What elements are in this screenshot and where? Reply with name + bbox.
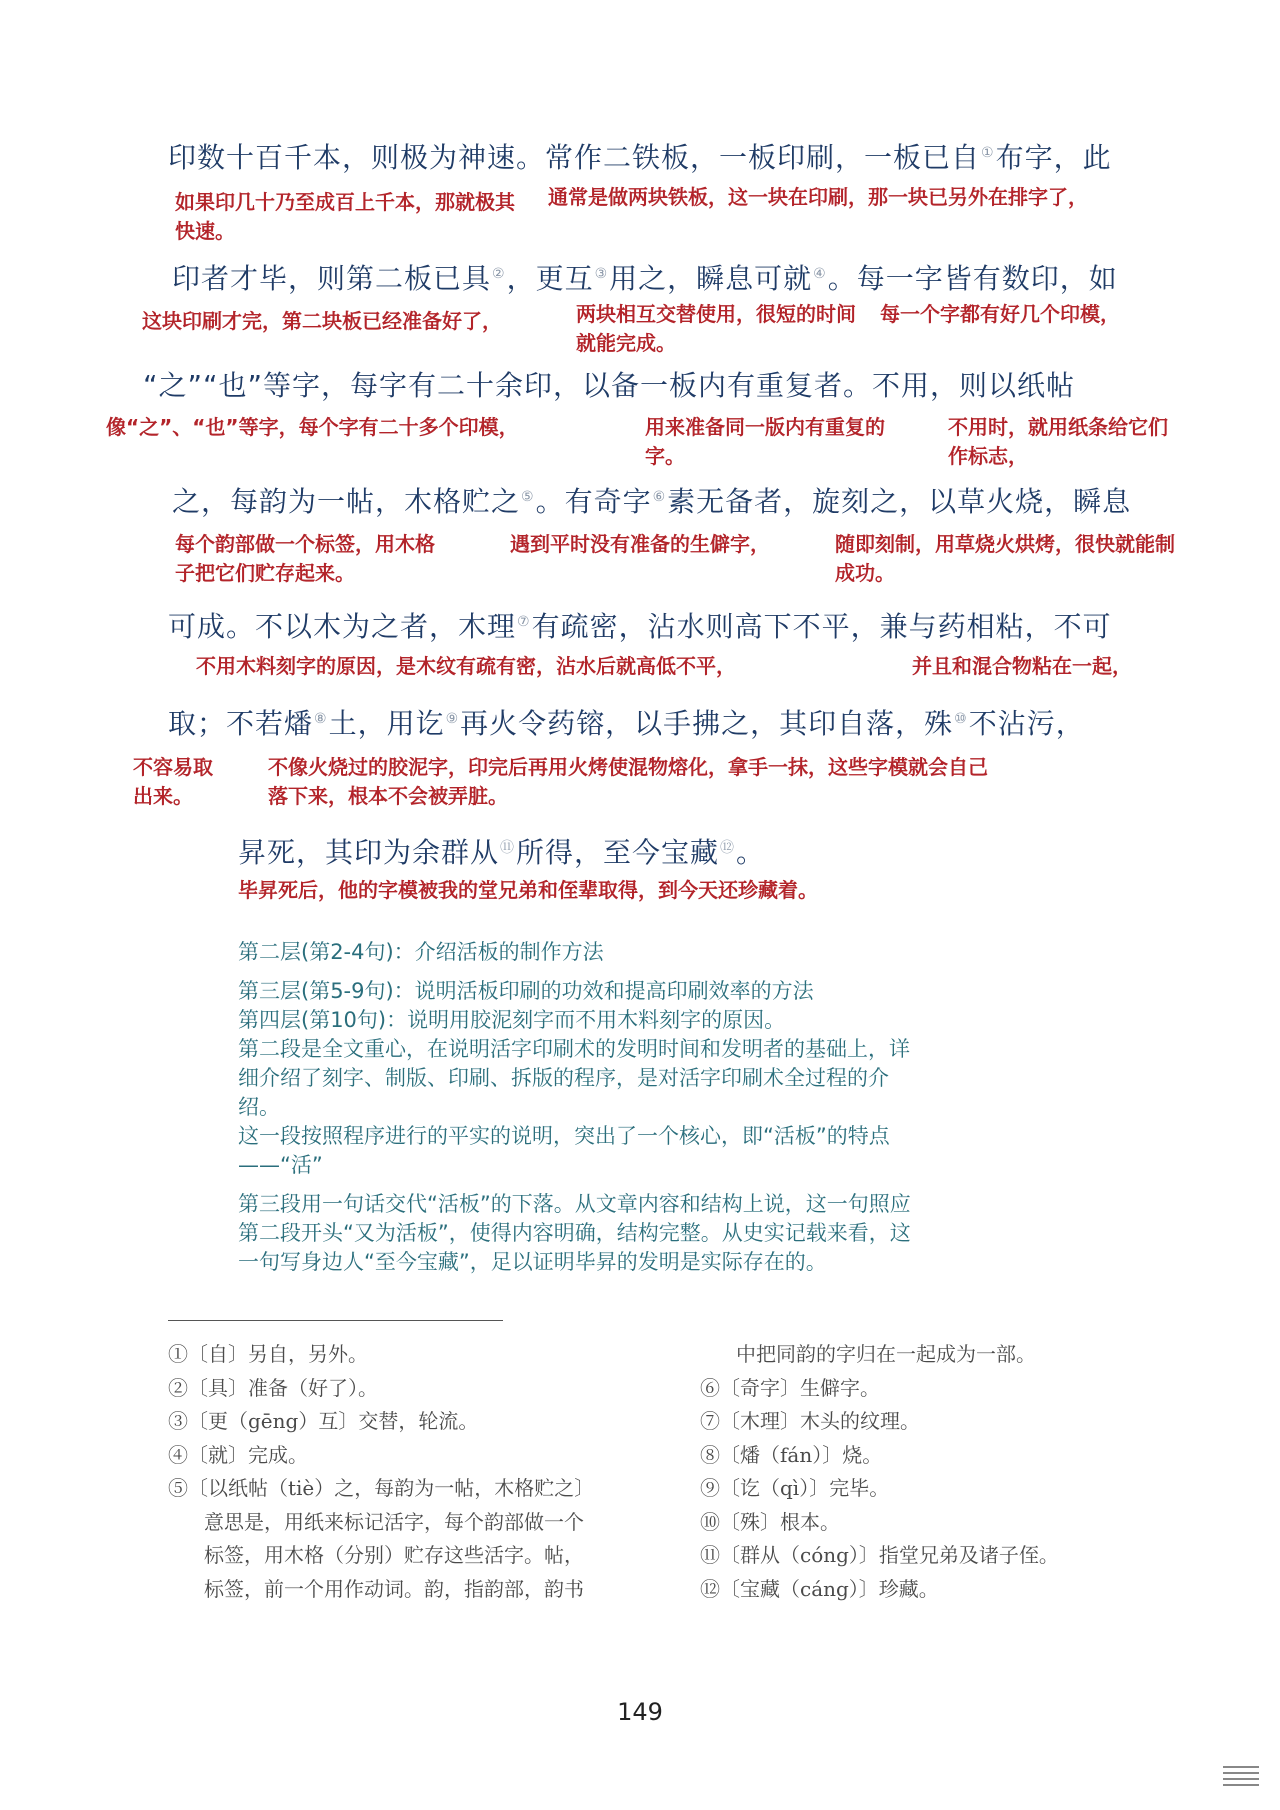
footnote-5-cont: 标签，用木格（分别）贮存这些活字。帖，	[204, 1543, 584, 1567]
translation-5a: 不用木料刻字的原因，是木纹有疏有密，沾水后就高低不平，	[196, 654, 736, 678]
footnote-10: ⑩〔殊〕根本。	[700, 1509, 840, 1534]
footnote-marker[interactable]: ⑧	[314, 710, 328, 727]
analysis-block	[238, 938, 918, 1277]
original-text: 常作二铁板，一板印刷，一板已自	[545, 141, 981, 174]
translation-2a: 这块印刷才完，第二块板已经准备好了，	[142, 309, 502, 333]
menu-icon[interactable]	[1215, 1766, 1259, 1796]
translation-2b: 两块相互交替使用，很短的时间就能完成。	[576, 302, 856, 355]
original-text: 用之，瞬息可就	[609, 262, 813, 295]
footnote-11: ⑪〔群从（cóng）〕指堂兄弟及诸子侄。	[700, 1543, 1059, 1567]
analysis-layer-4: 第四层(第10句)：说明用胶泥刻字而不用木料刻字的原因。	[238, 1008, 786, 1032]
footnote-marker[interactable]: ⑪	[500, 839, 516, 856]
analysis-paragraph-3: 第三段用一句话交代“活板”的下落。从文章内容和结构上说，这一句照应第二段开头“又为活板”，使得内容明确，结构完整。从史实记载来看，这一句写身边人“至今宝藏”，足以证明毕昇的发明是实际存在的。	[238, 1192, 911, 1274]
translation-4c: 随即刻制，用草烧火烘烤，很快就能制成功。	[835, 532, 1175, 585]
translation-3a: 像“之”、“也”等字，每个字有二十多个印模，	[106, 415, 519, 439]
footnote-marker[interactable]: ⑤	[521, 488, 535, 505]
translation-6a: 不容易取出来。	[133, 755, 213, 808]
footnote-marker[interactable]: ⑩	[954, 710, 968, 727]
analysis-core: 这一段按照程序进行的平实的说明，突出了一个核心，即“活板”的特点——“活”	[238, 1124, 890, 1177]
footnote-5-cont: 标签，前一个用作动词。韵，指韵部，韵书	[204, 1576, 584, 1601]
footnote-2: ②〔具〕准备（好了）。	[168, 1375, 378, 1400]
original-line-1	[168, 136, 1112, 176]
original-line-4	[172, 480, 1131, 520]
footnote-5-cont: 意思是，用纸来标记活字，每个韵部做一个	[204, 1509, 584, 1534]
analysis-layer-3: 第三层(第5-9句)：说明活板印刷的功效和提高印刷效率的方法	[238, 979, 814, 1003]
original-line-7	[238, 831, 765, 871]
footnote-marker[interactable]: ⑫	[720, 839, 736, 856]
footnote-8: ⑧〔燔（fán）〕烧。	[700, 1442, 883, 1467]
footnote-marker[interactable]: ①	[981, 144, 995, 161]
footnote-marker[interactable]: ⑥	[652, 488, 667, 505]
footnotes-left	[168, 1338, 594, 1606]
footnote-marker[interactable]: ⑨	[445, 710, 460, 727]
translation-3b: 用来准备同一版内有重复的字。	[645, 415, 885, 468]
footnotes-right	[700, 1338, 1059, 1606]
footnote-12: ⑫〔宝藏（cáng）〕珍藏。	[700, 1576, 939, 1601]
original-text: 所得，至今宝藏	[516, 836, 720, 869]
footnote-9: ⑨〔讫（qì）〕完毕。	[700, 1476, 890, 1500]
original-text: 素无备者，旋刻之，以草火烧，瞬息	[667, 485, 1132, 518]
footnote-marker[interactable]: ⑦	[517, 613, 531, 630]
original-text: 取；不若燔	[168, 707, 314, 740]
translation-5b: 并且和混合物粘在一起，	[912, 654, 1132, 678]
analysis-layer-2: 第二层(第2-4句)：介绍活板的制作方法	[238, 940, 604, 964]
original-line-5	[168, 605, 1112, 645]
footnote-1: ①〔自〕另自，另外。	[168, 1342, 368, 1366]
translation-7: 毕昇死后，他的字模被我的堂兄弟和侄辈取得，到今天还珍藏着。	[238, 878, 818, 902]
original-text: 。每一字皆有数印，如	[827, 262, 1118, 295]
original-text: “之”“也”等字，每字有二十余印，以备一板内有重复者。不用，则以纸帖	[143, 369, 1076, 402]
original-text: 之，每韵为一帖，木格贮之	[172, 485, 521, 518]
original-text: 。	[736, 836, 766, 869]
original-text: 。有奇字	[535, 485, 652, 518]
footnote-divider	[168, 1320, 503, 1321]
original-line-3	[143, 364, 1075, 404]
translation-1a: 如果印几十乃至成百上千本，那就极其快速。	[175, 190, 515, 243]
original-text: 有疏密，沾水则高下不平，兼与药相粘，不可	[531, 610, 1112, 643]
footnote-3: ③〔更（gēng）互〕交替，轮流。	[168, 1409, 479, 1433]
original-line-2	[172, 257, 1118, 297]
original-text: 土，用讫	[328, 707, 445, 740]
footnote-4: ④〔就〕完成。	[168, 1442, 308, 1467]
original-text: 印数十百千本，则极为神速。	[168, 141, 546, 174]
original-text: ，更互	[506, 262, 594, 295]
footnote-marker[interactable]: ③	[594, 265, 609, 282]
original-text: 印者才毕，则第二板已具	[172, 262, 492, 295]
translation-6b: 不像火烧过的胶泥字，印完后再用火烤使混物熔化，拿手一抹，这些字模就会自己落下来，根本不会被弄脏。	[268, 755, 988, 808]
translation-3c: 不用时，就用纸条给它们作标志，	[948, 415, 1168, 468]
translation-4b: 遇到平时没有准备的生僻字，	[510, 532, 770, 556]
translation-4a: 每个韵部做一个标签，用木格子把它们贮存起来。	[175, 532, 435, 585]
page-number: 149	[617, 1698, 663, 1726]
original-line-6	[168, 702, 1085, 742]
footnote-7: ⑦〔木理〕木头的纹理。	[700, 1409, 920, 1433]
footnote-5: ⑤〔以纸帖（tiè）之，每韵为一帖，木格贮之〕	[168, 1476, 595, 1500]
footnote-5-cont: 中把同韵的字归在一起成为一部。	[736, 1342, 1036, 1366]
footnote-marker[interactable]: ④	[813, 265, 827, 282]
footnote-marker[interactable]: ②	[492, 265, 506, 282]
original-text: 可成。不以木为之者，木理	[168, 610, 517, 643]
translation-2c: 每一个字都有好几个印模，	[880, 302, 1120, 326]
translation-1b: 通常是做两块铁板，这一块在印刷，那一块已另外在排字了，	[548, 185, 1088, 209]
original-text: 布字，此	[995, 141, 1112, 174]
original-text: 昇死，其印为余群从	[238, 836, 500, 869]
original-text: 不沾污，	[968, 707, 1085, 740]
analysis-paragraph-2: 第二段是全文重心，在说明活字印刷术的发明时间和发明者的基础上，详细介绍了刻字、制版、印刷、拆版的程序，是对活字印刷术全过程的介绍。	[238, 1037, 910, 1119]
original-text: 再火令药镕，以手拂之，其印自落，殊	[460, 707, 954, 740]
footnote-6: ⑥〔奇字〕生僻字。	[700, 1375, 880, 1400]
